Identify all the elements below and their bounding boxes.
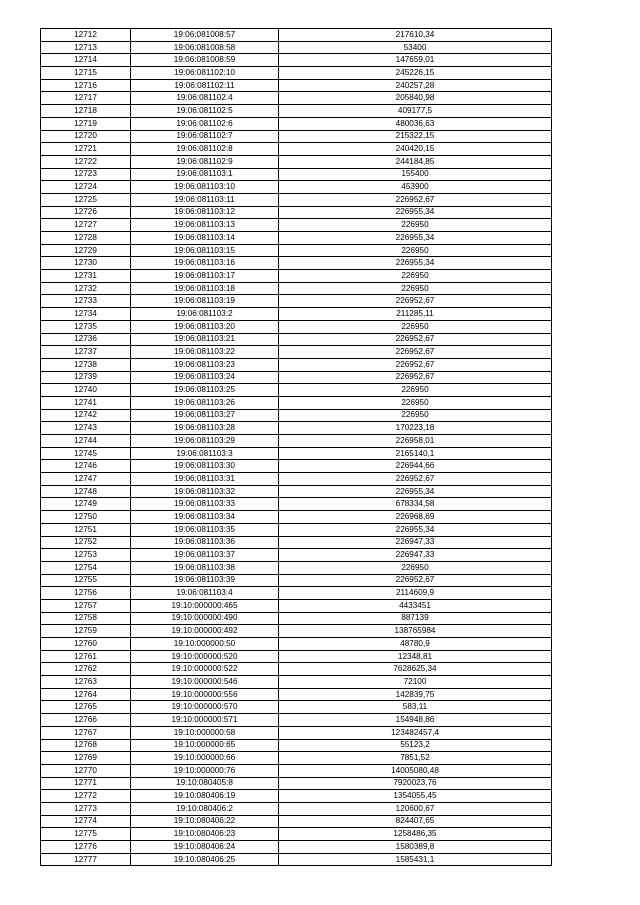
cadastral-number-cell: 19:06:081102:6 xyxy=(131,117,279,130)
row-number-cell: 12768 xyxy=(41,739,131,752)
cadastral-number-cell: 19:10:000000:520 xyxy=(131,650,279,663)
table-row xyxy=(41,599,552,612)
table-row xyxy=(41,688,552,701)
table-row xyxy=(41,447,552,460)
table-row xyxy=(41,270,552,283)
amount-cell: 155400 xyxy=(279,168,552,181)
cadastral-number-cell: 19:10:000000:76 xyxy=(131,764,279,777)
amount-cell: 14005080,48 xyxy=(279,764,552,777)
amount-cell: 226950 xyxy=(279,219,552,232)
cadastral-number-cell: 19:06:081103:29 xyxy=(131,435,279,448)
cadastral-number-cell: 19:06:081103:11 xyxy=(131,193,279,206)
amount-cell: 226950 xyxy=(279,282,552,295)
table-row xyxy=(41,511,552,524)
row-number-cell: 12718 xyxy=(41,105,131,118)
table-row xyxy=(41,739,552,752)
amount-cell: 226952,67 xyxy=(279,333,552,346)
amount-cell: 170223,18 xyxy=(279,422,552,435)
table-row xyxy=(41,346,552,359)
table-row xyxy=(41,320,552,333)
amount-cell: 226955,34 xyxy=(279,206,552,219)
row-number-cell: 12755 xyxy=(41,574,131,587)
table-row xyxy=(41,79,552,92)
table-row xyxy=(41,841,552,854)
table-row xyxy=(41,498,552,511)
table-row xyxy=(41,155,552,168)
table-row xyxy=(41,219,552,232)
amount-cell: 226955,34 xyxy=(279,485,552,498)
row-number-cell: 12764 xyxy=(41,688,131,701)
row-number-cell: 12733 xyxy=(41,295,131,308)
amount-cell: 48780,9 xyxy=(279,638,552,651)
row-number-cell: 12757 xyxy=(41,599,131,612)
table-row xyxy=(41,777,552,790)
row-number-cell: 12729 xyxy=(41,244,131,257)
table-row xyxy=(41,536,552,549)
row-number-cell: 12753 xyxy=(41,549,131,562)
table-row xyxy=(41,676,552,689)
row-number-cell: 12714 xyxy=(41,54,131,67)
cadastral-number-cell: 19:10:000000:58 xyxy=(131,726,279,739)
amount-cell: 4433451 xyxy=(279,599,552,612)
table-row xyxy=(41,193,552,206)
amount-cell: 226952,67 xyxy=(279,371,552,384)
cadastral-number-cell: 19:06:081103:10 xyxy=(131,181,279,194)
table-row xyxy=(41,549,552,562)
cadastral-number-cell: 19:10:000000:546 xyxy=(131,676,279,689)
row-number-cell: 12750 xyxy=(41,511,131,524)
row-number-cell: 12760 xyxy=(41,638,131,651)
cadastral-number-cell: 19:06:081103:12 xyxy=(131,206,279,219)
cadastral-number-cell: 19:06:081103:32 xyxy=(131,485,279,498)
amount-cell: 205840,98 xyxy=(279,92,552,105)
cadastral-number-cell: 19:06:081103:26 xyxy=(131,396,279,409)
table-row xyxy=(41,130,552,143)
row-number-cell: 12751 xyxy=(41,523,131,536)
cadastral-number-cell: 19:10:000000:522 xyxy=(131,663,279,676)
amount-cell: 226950 xyxy=(279,244,552,257)
row-number-cell: 12772 xyxy=(41,790,131,803)
table-row xyxy=(41,54,552,67)
cadastral-number-cell: 19:06:081103:39 xyxy=(131,574,279,587)
table-row xyxy=(41,168,552,181)
table-row xyxy=(41,358,552,371)
cadastral-number-cell: 19:10:000000:65 xyxy=(131,739,279,752)
row-number-cell: 12713 xyxy=(41,41,131,54)
table-row xyxy=(41,422,552,435)
amount-cell: 226947,33 xyxy=(279,536,552,549)
row-number-cell: 12767 xyxy=(41,726,131,739)
table-row xyxy=(41,625,552,638)
row-number-cell: 12766 xyxy=(41,714,131,727)
amount-cell: 1585431,1 xyxy=(279,853,552,866)
row-number-cell: 12752 xyxy=(41,536,131,549)
table-row xyxy=(41,473,552,486)
cadastral-number-cell: 19:10:080406:2 xyxy=(131,802,279,815)
row-number-cell: 12769 xyxy=(41,752,131,765)
row-number-cell: 12717 xyxy=(41,92,131,105)
row-number-cell: 12761 xyxy=(41,650,131,663)
cadastral-number-cell: 19:06:081103:17 xyxy=(131,270,279,283)
cadastral-number-cell: 19:10:000000:556 xyxy=(131,688,279,701)
cadastral-number-cell: 19:10:000000:492 xyxy=(131,625,279,638)
cadastral-number-cell: 19:06:081102:8 xyxy=(131,143,279,156)
cadastral-number-cell: 19:06:081103:15 xyxy=(131,244,279,257)
cadastral-number-cell: 19:06:081102:5 xyxy=(131,105,279,118)
row-number-cell: 12771 xyxy=(41,777,131,790)
row-number-cell: 12736 xyxy=(41,333,131,346)
row-number-cell: 12763 xyxy=(41,676,131,689)
cadastral-number-cell: 19:06:081103:31 xyxy=(131,473,279,486)
amount-cell: 226952,67 xyxy=(279,574,552,587)
amount-cell: 123482457,4 xyxy=(279,726,552,739)
cadastral-number-cell: 19:10:080406:25 xyxy=(131,853,279,866)
cadastral-number-cell: 19:06:081103:28 xyxy=(131,422,279,435)
table-row xyxy=(41,206,552,219)
cadastral-number-cell: 19:06:081102:9 xyxy=(131,155,279,168)
cadastral-number-cell: 19:06:081103:2 xyxy=(131,308,279,321)
amount-cell: 2114609,9 xyxy=(279,587,552,600)
row-number-cell: 12759 xyxy=(41,625,131,638)
row-number-cell: 12723 xyxy=(41,168,131,181)
table-row xyxy=(41,828,552,841)
amount-cell: 2165140,1 xyxy=(279,447,552,460)
table-row xyxy=(41,701,552,714)
row-number-cell: 12774 xyxy=(41,815,131,828)
row-number-cell: 12776 xyxy=(41,841,131,854)
amount-cell: 245226,15 xyxy=(279,67,552,80)
cadastral-number-cell: 19:06:081103:22 xyxy=(131,346,279,359)
table-row xyxy=(41,232,552,245)
amount-cell: 7851,52 xyxy=(279,752,552,765)
cadastral-number-cell: 19:06:081103:1 xyxy=(131,168,279,181)
cadastral-number-cell: 19:06:081103:13 xyxy=(131,219,279,232)
amount-cell: 240257,28 xyxy=(279,79,552,92)
row-number-cell: 12726 xyxy=(41,206,131,219)
amount-cell: 226947,33 xyxy=(279,549,552,562)
amount-cell: 409177,5 xyxy=(279,105,552,118)
amount-cell: 226958,01 xyxy=(279,435,552,448)
row-number-cell: 12773 xyxy=(41,802,131,815)
row-number-cell: 12727 xyxy=(41,219,131,232)
cadastral-number-cell: 19:06:081102:11 xyxy=(131,79,279,92)
row-number-cell: 12746 xyxy=(41,460,131,473)
amount-cell: 226955,34 xyxy=(279,232,552,245)
amount-cell: 226950 xyxy=(279,320,552,333)
row-number-cell: 12725 xyxy=(41,193,131,206)
amount-cell: 480036,63 xyxy=(279,117,552,130)
amount-cell: 1354055,45 xyxy=(279,790,552,803)
amount-cell: 244184,85 xyxy=(279,155,552,168)
table-row xyxy=(41,41,552,54)
amount-cell: 72100 xyxy=(279,676,552,689)
table-row xyxy=(41,485,552,498)
table-row xyxy=(41,663,552,676)
row-number-cell: 12734 xyxy=(41,308,131,321)
amount-cell: 7920023,76 xyxy=(279,777,552,790)
table-row xyxy=(41,638,552,651)
cadastral-number-cell: 19:06:081102:10 xyxy=(131,67,279,80)
cadastral-number-cell: 19:06:081103:23 xyxy=(131,358,279,371)
table-row xyxy=(41,105,552,118)
amount-cell: 217610,34 xyxy=(279,29,552,42)
data-table xyxy=(40,28,552,866)
row-number-cell: 12775 xyxy=(41,828,131,841)
amount-cell: 824407,65 xyxy=(279,815,552,828)
amount-cell: 226955,34 xyxy=(279,257,552,270)
amount-cell: 147659,01 xyxy=(279,54,552,67)
row-number-cell: 12745 xyxy=(41,447,131,460)
row-number-cell: 12712 xyxy=(41,29,131,42)
row-number-cell: 12741 xyxy=(41,396,131,409)
row-number-cell: 12719 xyxy=(41,117,131,130)
amount-cell: 120600,67 xyxy=(279,802,552,815)
row-number-cell: 12762 xyxy=(41,663,131,676)
amount-cell: 211285,11 xyxy=(279,308,552,321)
table-row xyxy=(41,612,552,625)
cadastral-number-cell: 19:10:080406:19 xyxy=(131,790,279,803)
amount-cell: 226952,67 xyxy=(279,193,552,206)
table-row xyxy=(41,409,552,422)
table-row xyxy=(41,181,552,194)
cadastral-number-cell: 19:10:000000:50 xyxy=(131,638,279,651)
amount-cell: 226950 xyxy=(279,409,552,422)
cadastral-number-cell: 19:06:081103:24 xyxy=(131,371,279,384)
amount-cell: 226955,34 xyxy=(279,523,552,536)
cadastral-number-cell: 19:06:081103:3 xyxy=(131,447,279,460)
table-row xyxy=(41,587,552,600)
cadastral-number-cell: 19:06:081103:30 xyxy=(131,460,279,473)
cadastral-number-cell: 19:10:000000:571 xyxy=(131,714,279,727)
cadastral-number-cell: 19:06:081103:27 xyxy=(131,409,279,422)
table-row xyxy=(41,29,552,42)
cadastral-number-cell: 19:10:000000:66 xyxy=(131,752,279,765)
cadastral-number-cell: 19:06:081008:58 xyxy=(131,41,279,54)
cadastral-number-cell: 19:06:081103:21 xyxy=(131,333,279,346)
amount-cell: 226950 xyxy=(279,396,552,409)
cadastral-number-cell: 19:06:081103:16 xyxy=(131,257,279,270)
amount-cell: 226952,67 xyxy=(279,346,552,359)
amount-cell: 142839,75 xyxy=(279,688,552,701)
cadastral-number-cell: 19:06:081103:18 xyxy=(131,282,279,295)
row-number-cell: 12728 xyxy=(41,232,131,245)
amount-cell: 240420,15 xyxy=(279,143,552,156)
amount-cell: 55123,2 xyxy=(279,739,552,752)
row-number-cell: 12743 xyxy=(41,422,131,435)
table-row xyxy=(41,282,552,295)
cadastral-number-cell: 19:10:080406:22 xyxy=(131,815,279,828)
cadastral-number-cell: 19:10:000000:465 xyxy=(131,599,279,612)
table-row xyxy=(41,117,552,130)
amount-cell: 7628625,34 xyxy=(279,663,552,676)
table-row xyxy=(41,396,552,409)
row-number-cell: 12716 xyxy=(41,79,131,92)
table-row xyxy=(41,67,552,80)
table-row xyxy=(41,308,552,321)
cadastral-number-cell: 19:06:081103:4 xyxy=(131,587,279,600)
table-row xyxy=(41,143,552,156)
cadastral-number-cell: 19:06:081008:57 xyxy=(131,29,279,42)
row-number-cell: 12721 xyxy=(41,143,131,156)
row-number-cell: 12730 xyxy=(41,257,131,270)
row-number-cell: 12754 xyxy=(41,561,131,574)
cadastral-number-cell: 19:06:081103:36 xyxy=(131,536,279,549)
table-row xyxy=(41,726,552,739)
row-number-cell: 12739 xyxy=(41,371,131,384)
row-number-cell: 12740 xyxy=(41,384,131,397)
row-number-cell: 12747 xyxy=(41,473,131,486)
amount-cell: 226950 xyxy=(279,384,552,397)
row-number-cell: 12770 xyxy=(41,764,131,777)
row-number-cell: 12724 xyxy=(41,181,131,194)
amount-cell: 583,11 xyxy=(279,701,552,714)
cadastral-number-cell: 19:06:081103:33 xyxy=(131,498,279,511)
row-number-cell: 12722 xyxy=(41,155,131,168)
table-row xyxy=(41,371,552,384)
table-row xyxy=(41,244,552,257)
amount-cell: 226952,67 xyxy=(279,358,552,371)
row-number-cell: 12715 xyxy=(41,67,131,80)
row-number-cell: 12737 xyxy=(41,346,131,359)
table-row xyxy=(41,574,552,587)
amount-cell: 12348,81 xyxy=(279,650,552,663)
amount-cell: 226968,69 xyxy=(279,511,552,524)
cadastral-number-cell: 19:10:080405:8 xyxy=(131,777,279,790)
cadastral-number-cell: 19:06:081103:37 xyxy=(131,549,279,562)
row-number-cell: 12756 xyxy=(41,587,131,600)
amount-cell: 53400 xyxy=(279,41,552,54)
table-row xyxy=(41,333,552,346)
amount-cell: 226950 xyxy=(279,561,552,574)
row-number-cell: 12748 xyxy=(41,485,131,498)
table-row xyxy=(41,764,552,777)
amount-cell: 453900 xyxy=(279,181,552,194)
cadastral-number-cell: 19:06:081008:59 xyxy=(131,54,279,67)
cadastral-number-cell: 19:06:081103:14 xyxy=(131,232,279,245)
table-body xyxy=(41,29,552,866)
cadastral-number-cell: 19:10:000000:490 xyxy=(131,612,279,625)
cadastral-number-cell: 19:06:081103:34 xyxy=(131,511,279,524)
row-number-cell: 12735 xyxy=(41,320,131,333)
row-number-cell: 12731 xyxy=(41,270,131,283)
table-row xyxy=(41,561,552,574)
table-row xyxy=(41,714,552,727)
cadastral-number-cell: 19:10:080406:24 xyxy=(131,841,279,854)
row-number-cell: 12765 xyxy=(41,701,131,714)
row-number-cell: 12758 xyxy=(41,612,131,625)
table-row xyxy=(41,650,552,663)
cadastral-number-cell: 19:10:080406:23 xyxy=(131,828,279,841)
amount-cell: 226952,67 xyxy=(279,295,552,308)
amount-cell: 215322,15 xyxy=(279,130,552,143)
amount-cell: 226950 xyxy=(279,270,552,283)
cadastral-number-cell: 19:06:081103:38 xyxy=(131,561,279,574)
amount-cell: 678334,58 xyxy=(279,498,552,511)
amount-cell: 1258486,35 xyxy=(279,828,552,841)
cadastral-number-cell: 19:06:081102:7 xyxy=(131,130,279,143)
row-number-cell: 12749 xyxy=(41,498,131,511)
row-number-cell: 12732 xyxy=(41,282,131,295)
cadastral-number-cell: 19:06:081103:20 xyxy=(131,320,279,333)
table-row xyxy=(41,815,552,828)
cadastral-number-cell: 19:06:081103:35 xyxy=(131,523,279,536)
table-row xyxy=(41,435,552,448)
table-row xyxy=(41,92,552,105)
cadastral-number-cell: 19:06:081103:19 xyxy=(131,295,279,308)
amount-cell: 226952,67 xyxy=(279,473,552,486)
table-row xyxy=(41,257,552,270)
row-number-cell: 12777 xyxy=(41,853,131,866)
amount-cell: 138765984 xyxy=(279,625,552,638)
table-row xyxy=(41,460,552,473)
row-number-cell: 12744 xyxy=(41,435,131,448)
amount-cell: 887139 xyxy=(279,612,552,625)
cadastral-number-cell: 19:06:081103:25 xyxy=(131,384,279,397)
table-row xyxy=(41,295,552,308)
amount-cell: 154948,86 xyxy=(279,714,552,727)
table-row xyxy=(41,523,552,536)
table-row xyxy=(41,752,552,765)
row-number-cell: 12720 xyxy=(41,130,131,143)
amount-cell: 1580389,8 xyxy=(279,841,552,854)
amount-cell: 226944,66 xyxy=(279,460,552,473)
table-row xyxy=(41,853,552,866)
table-row xyxy=(41,384,552,397)
row-number-cell: 12742 xyxy=(41,409,131,422)
row-number-cell: 12738 xyxy=(41,358,131,371)
table-row xyxy=(41,802,552,815)
cadastral-number-cell: 19:06:081102:4 xyxy=(131,92,279,105)
cadastral-number-cell: 19:10:000000:570 xyxy=(131,701,279,714)
table-row xyxy=(41,790,552,803)
